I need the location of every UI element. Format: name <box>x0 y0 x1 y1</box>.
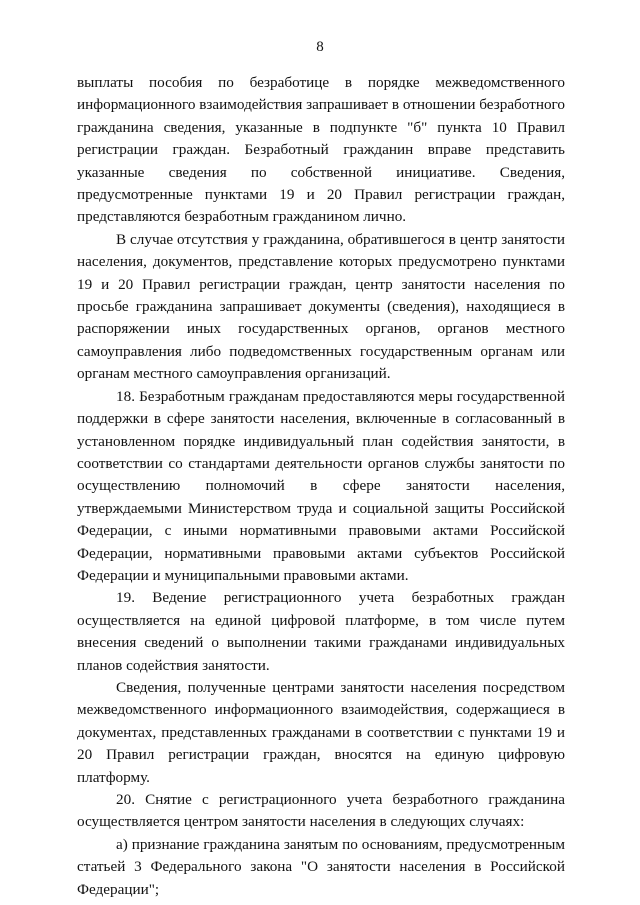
page-number: 8 <box>316 39 324 55</box>
document-body <box>77 72 565 901</box>
paragraph-document-request: В случае отсутствия у гражданина, обратившегося в центр занятости населения, документов, представление которых предусмотрено пунктами 19 и 20 Правил регистрации граждан, центр занятости населения по просьбе гражданина запрашивает документы (сведения), находящиеся в распоряжении иных государственных органов, органов местного самоуправления либо подведомственных государственным органам или органам местного самоуправления организаций. <box>77 230 565 383</box>
paragraph-information-records: Сведения, полученные центрами занятости населения посредством межведомственного информационного взаимодействия, содержащиеся в документах, представленных гражданами в соответствии с пунктами 19 и 20 Правил регистрации граждан, вносятся на единую цифровую платформу. <box>77 678 565 786</box>
paragraph-item-18: 18. Безработным гражданам предоставляются меры государственной поддержки в сфере занятости населения, включенные в согласованный в установленном порядке индивидуальный план содействия занятости, в соответствии со стандартами деятельности органов службы занятости по осуществлению полномочий в сфере занятости населения, утверждаемыми Министерством труда и социальной защиты Российской Федерации, с иными нормативными правовыми актами Российской Федерации, нормативными правовыми актами субъектов Российской Федерации и муниципальными правовыми актами. <box>77 387 565 584</box>
paragraph-subitem-a: а) признание гражданина занятым по основаниям, предусмотренным статьей 3 Федерального закона "О занятости населения в Российской Федерации"; <box>77 835 565 898</box>
paragraph-continuation: выплаты пособия по безработице в порядке межведомственного информационного взаимодействия запрашивает в отношении безработного гражданина сведения, указанные в подпункте "б" пункта 10 Правил регистрации граждан. Безработный гражданин вправе представить указанные сведения по собственной инициативе. Сведения, предусмотренные пунктами 19 и 20 Правил регистрации граждан, представляются безработным гражданином лично. <box>77 74 565 226</box>
paragraph-item-19: 19. Ведение регистрационного учета безработных граждан осуществляется на единой цифровой платформе, в том числе путем внесения сведений о выполнении такими гражданами индивидуальных планов содействия занятости. <box>77 589 565 674</box>
paragraph-item-20: 20. Снятие с регистрационного учета безработного гражданина осуществляется центром занятости населения в следующих случаях: <box>77 791 565 831</box>
